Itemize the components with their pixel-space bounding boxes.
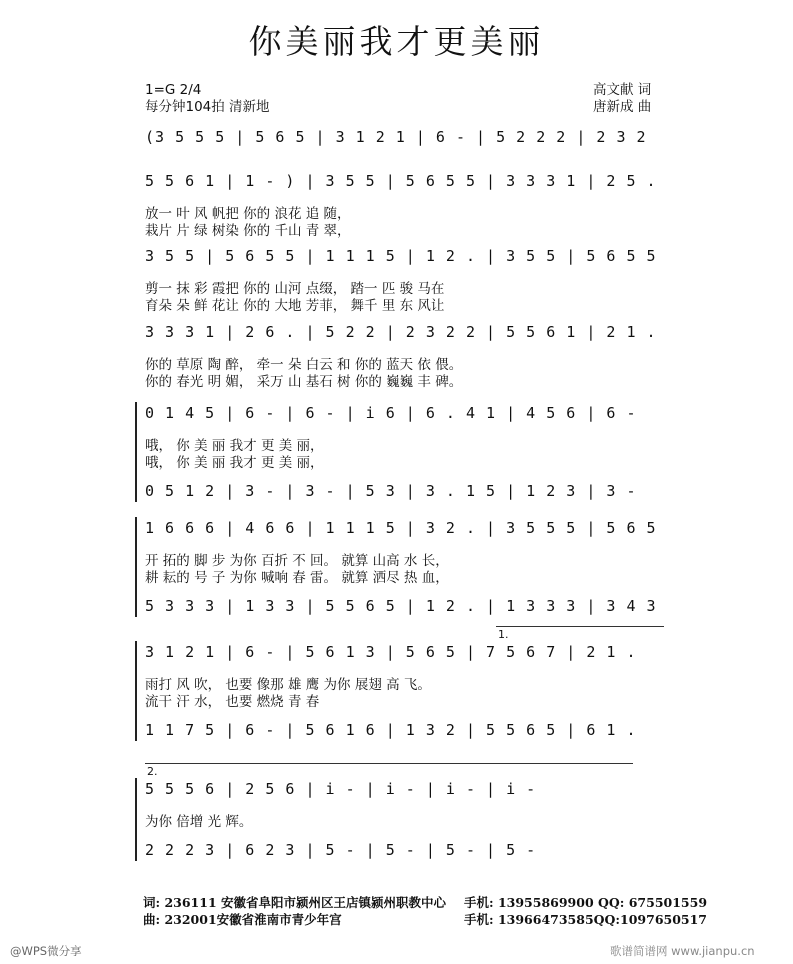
lyric-line: 你的 春光 明 媚， 采万 山 基石 树 你的 巍巍 丰 碑。 xyxy=(145,374,463,390)
system-bracket xyxy=(135,402,137,502)
volta-label: 1. xyxy=(498,628,509,641)
lyric-line: 流干 汗 水， 也要 燃烧 青 春 xyxy=(145,694,320,710)
wps-watermark: @WPS微分享 xyxy=(10,944,82,958)
notes-line: 0 1 4 5 | 6 - | 6 - | i 6 | 6 . 4 1 | 4 5 6 | 6 - xyxy=(145,404,637,422)
system-bracket xyxy=(135,778,137,861)
lyricist-contact: 词: 236111 安徽省阜阳市颍州区王店镇颍州职教中心 xyxy=(143,895,447,910)
tempo-marking: 每分钟104拍 清新地 xyxy=(145,99,270,115)
lyric-line: 开 拓的 脚 步 为你 百折 不 回。 就算 山高 水 长， xyxy=(145,553,449,569)
notes-line: (3 5 5 5 | 5 6 5 | 3 1 2 1 | 6 - | 5 2 2 2 | 2 3 2 xyxy=(145,128,647,146)
lower-voice-notes: 0 5 1 2 | 3 - | 3 - | 5 3 | 3 . 1 5 | 1 2 3 | 3 - xyxy=(145,482,637,500)
lower-voice-notes: 5 3 3 3 | 1 3 3 | 5 5 6 5 | 1 2 . | 1 3 3 3 | 3 4 3 xyxy=(145,597,657,615)
composer-contact: 曲: 232001安徽省淮南市青少年宫 xyxy=(143,912,342,927)
page-title: 你美丽我才更美丽 xyxy=(248,22,545,61)
composer-credit: 唐新成 曲 xyxy=(593,99,652,115)
notes-line: 3 3 3 1 | 2 6 . | 5 2 2 | 2 3 2 2 | 5 5 6 1 | 2 1 . xyxy=(145,323,657,341)
lyric-line: 雨打 风 吹， 也要 像那 雄 鹰 为你 展翅 高 飞。 xyxy=(145,677,431,693)
lyric-line: 剪一 抹 彩 霞把 你的 山河 点缀， 踏一 匹 骏 马在 xyxy=(145,281,445,297)
system-bracket xyxy=(135,517,137,617)
composer-phone: 手机: 13966473585QQ:1097650517 xyxy=(464,912,708,927)
lyric-line: 栽片 片 绿 树染 你的 千山 青 翠， xyxy=(145,223,351,239)
notes-line: 3 1 2 1 | 6 - | 5 6 1 3 | 5 6 5 | 7 5 6 7 | 2 1 . xyxy=(145,643,637,661)
lyric-line: 哦， 你 美 丽 我才 更 美 丽， xyxy=(145,438,324,454)
notes-line: 5 5 6 1 | 1 - ) | 3 5 5 | 5 6 5 5 | 3 3 3 1 | 2 5 . xyxy=(145,172,657,190)
notes-line: 5 5 5 6 | 2 5 6 | i - | i - | i - | i - xyxy=(145,780,537,798)
lyric-line: 你的 草原 陶 醉， 牵一 朵 白云 和 你的 蓝天 依 偎。 xyxy=(145,357,463,373)
lower-voice-notes: 1 1 7 5 | 6 - | 5 6 1 6 | 1 3 2 | 5 5 6 5 | 6 1 . xyxy=(145,721,637,739)
volta-bracket xyxy=(496,626,664,627)
lyricist-phone: 手机: 13955869900 QQ: 675501559 xyxy=(464,895,708,910)
site-watermark: 歌谱简谱网 www.jianpu.cn xyxy=(610,944,755,958)
lyric-line: 哦， 你 美 丽 我才 更 美 丽， xyxy=(145,455,324,471)
lyric-line: 为你 倍增 光 辉。 xyxy=(145,814,253,830)
lyricist-credit: 高文献 词 xyxy=(593,82,652,98)
lyric-line: 耕 耘的 号 子 为你 喊响 春 雷。 就算 洒尽 热 血， xyxy=(145,570,449,586)
lyric-line: 育朵 朵 鲜 花让 你的 大地 芳菲， 舞千 里 东 风让 xyxy=(145,298,445,314)
notes-line: 3 5 5 | 5 6 5 5 | 1 1 1 5 | 1 2 . | 3 5 5 | 5 6 5 5 xyxy=(145,247,657,265)
lower-voice-notes: 2 2 2 3 | 6 2 3 | 5 - | 5 - | 5 - | 5 - xyxy=(145,841,537,859)
volta-label: 2. xyxy=(147,765,158,778)
volta-bracket xyxy=(145,763,633,764)
system-bracket xyxy=(135,641,137,741)
notes-line: 1 6 6 6 | 4 6 6 | 1 1 1 5 | 3 2 . | 3 5 5 5 | 5 6 5 xyxy=(145,519,657,537)
key-signature: 1=G 2/4 xyxy=(145,82,202,98)
lyric-line: 放一 叶 风 帆把 你的 浪花 追 随， xyxy=(145,206,351,222)
